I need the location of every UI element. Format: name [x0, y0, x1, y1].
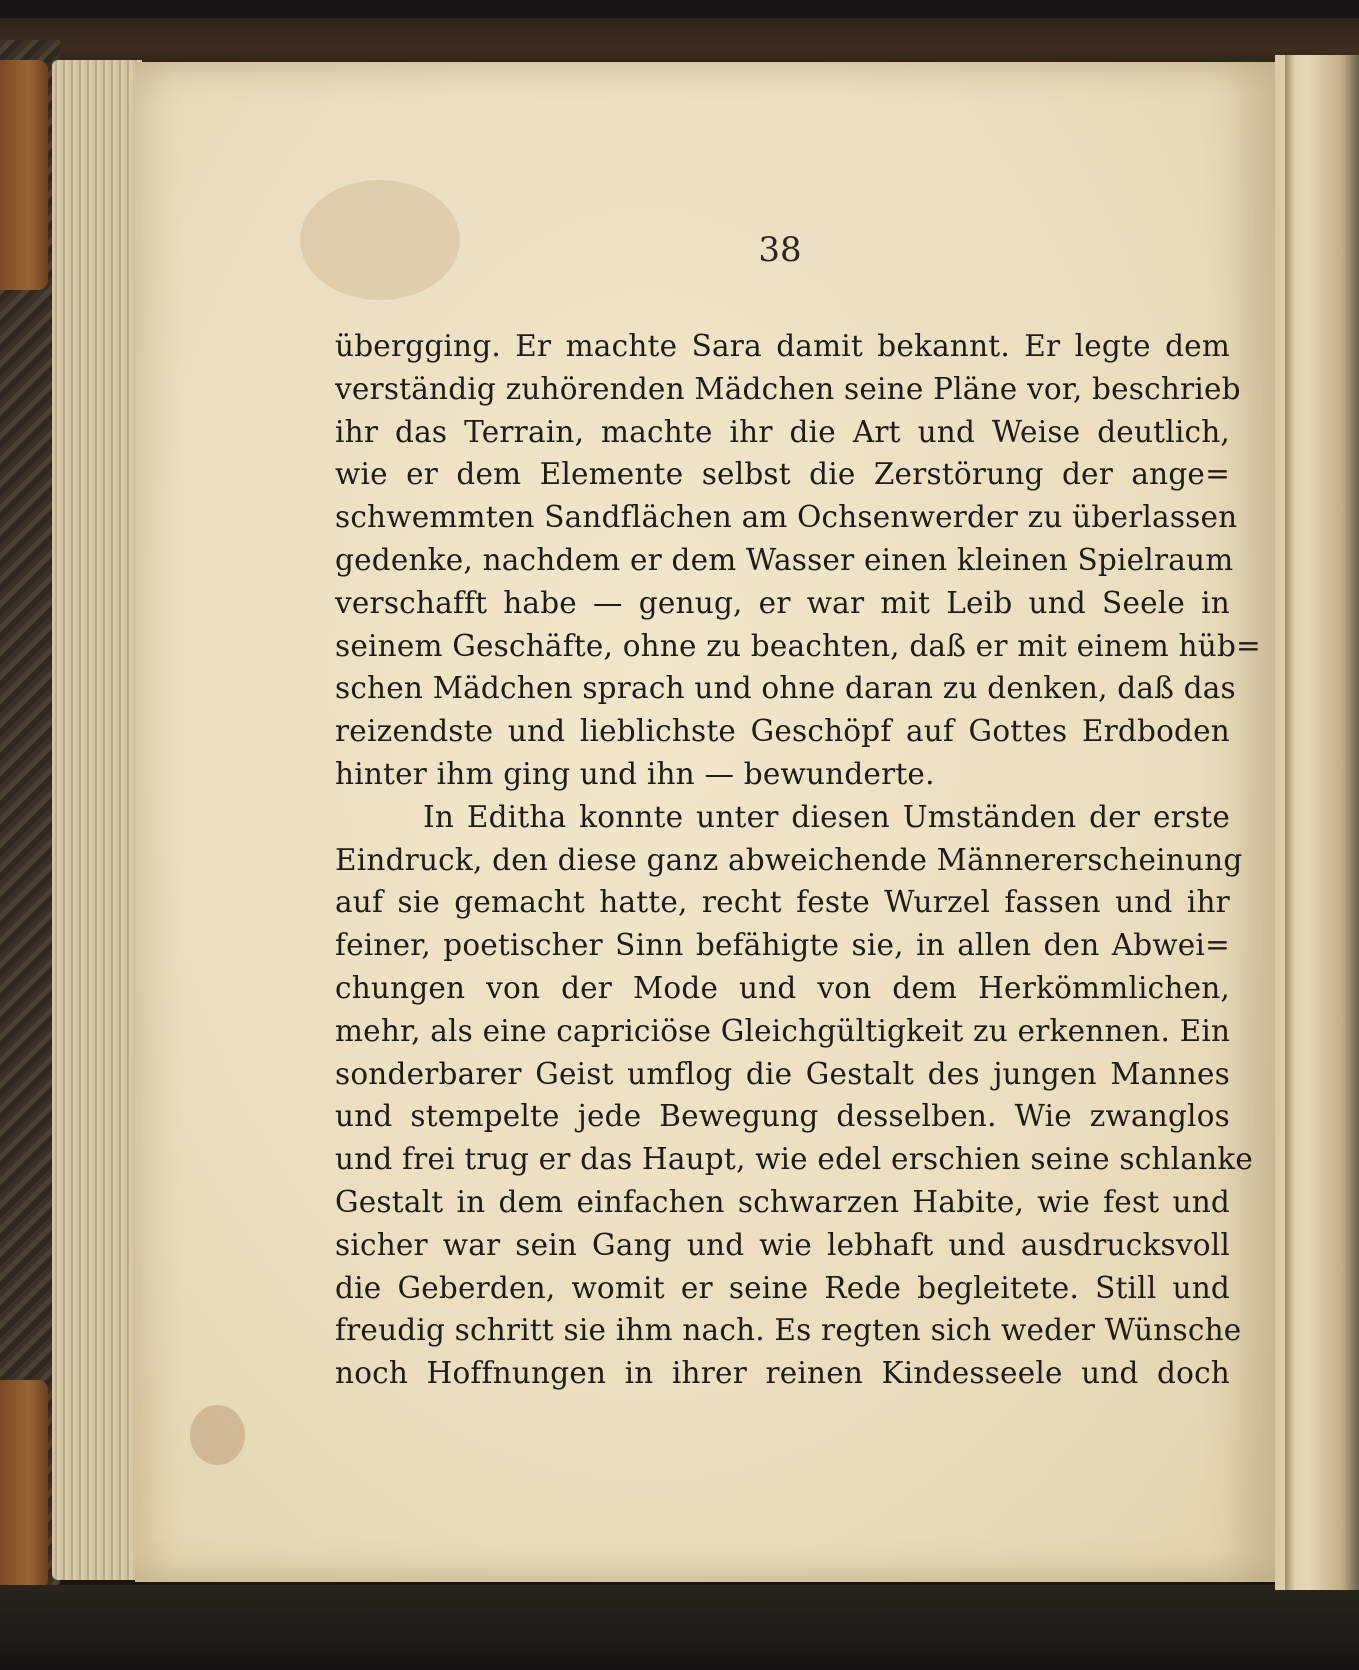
text-line: mehr, als eine capriciöse Gleichgültigkeit zu erkennen. Ein: [335, 1013, 1231, 1048]
page-number: 38: [758, 230, 802, 270]
text-line: die Geberden, womit er seine Rede begleitete. Still und: [335, 1270, 1230, 1305]
text-line: verschafft habe — genug, er war mit Leib und Seele in: [335, 585, 1230, 620]
text-line: schwemmten Sandflächen am Ochsenwerder zu überlassen: [335, 500, 1238, 535]
text-line: reizendste und lieblichste Geschöpf auf Gottes Erdboden: [335, 714, 1230, 749]
text-line: sicher war sein Gang und wie lebhaft und ausdrucksvoll: [335, 1227, 1230, 1262]
text-line: Eindruck, den diese ganz abweichende Männererscheinung: [335, 842, 1243, 877]
text-line: Gestalt in dem einfachen schwarzen Habite, wie fest und: [335, 1184, 1230, 1219]
gutter-shadow: [1285, 55, 1295, 1590]
text-line: noch Hoffnungen in ihrer reinen Kindesseele und doch: [335, 1356, 1230, 1391]
book-cover-bottom: [0, 1585, 1359, 1670]
text-line: feiner, poetischer Sinn befähigte sie, in allen den Abwei=: [335, 928, 1230, 963]
text-line: chungen von der Mode und von dem Herkömmlichen,: [335, 970, 1230, 1005]
text-line: seinem Geschäfte, ohne zu beachten, daß er mit einem hüb=: [335, 628, 1261, 663]
paper-stain: [190, 1405, 245, 1465]
body-text: [335, 325, 1261, 1395]
text-line: und stempelte jede Bewegung desselben. Wie zwanglos: [335, 1099, 1230, 1134]
text-line: verständig zuhörenden Mädchen seine Pläne vor, beschrieb: [335, 371, 1241, 406]
text-line: hinter ihm ging und ihn — bewunderte.: [335, 756, 935, 791]
text-line: gedenke, nachdem er dem Wasser einen kleinen Spielraum: [335, 542, 1234, 577]
paper-stain: [300, 180, 460, 300]
text-line: auf sie gemacht hatte, recht feste Wurzel fassen und ihr: [335, 885, 1230, 920]
text-line: und frei trug er das Haupt, wie edel erschien seine schlanke: [335, 1142, 1254, 1177]
text-line: freudig schritt sie ihm nach. Es regten sich weder Wünsche: [335, 1313, 1242, 1348]
text-line: wie er dem Elemente selbst die Zerstörung der ange=: [335, 457, 1230, 492]
leather-corner-bottom: [0, 1380, 48, 1590]
leather-corner-top: [0, 60, 48, 290]
text-line: ihr das Terrain, machte ihr die Art und Weise deutlich,: [335, 414, 1230, 449]
text-line: sonderbarer Geist umflog die Gestalt des jungen Mannes: [335, 1056, 1230, 1091]
text-line: schen Mädchen sprach und ohne daran zu denken, daß das: [335, 671, 1236, 706]
text-line: In Editha konnte unter diesen Umständen der erste: [423, 799, 1230, 834]
page-edges: [52, 60, 142, 1580]
text-line: übergging. Er machte Sara damit bekannt. Er legte dem: [335, 329, 1230, 363]
